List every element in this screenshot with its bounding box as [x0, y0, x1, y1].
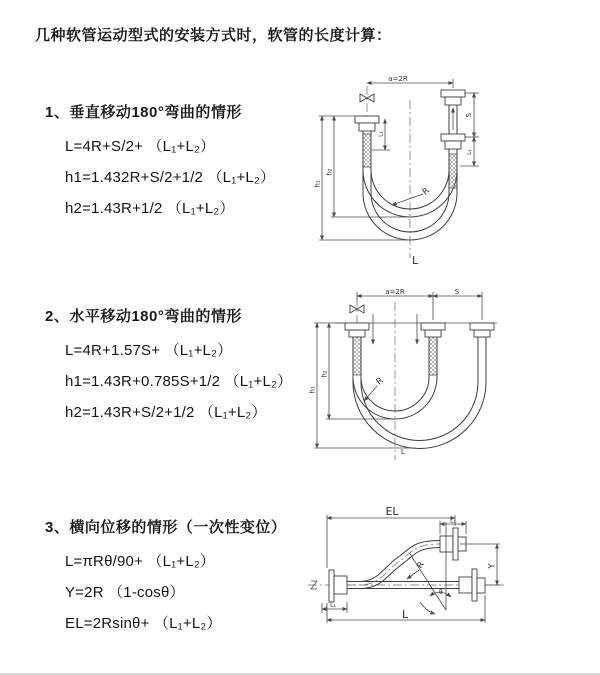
left-flange-fitting	[329, 570, 347, 602]
formula-line: h1=1.432R+S/2+1/2 （L₁+L₂）	[65, 169, 276, 186]
formula-line: EL=2Rsinθ+ （L₁+L₂）	[65, 615, 222, 632]
formula-line: Y=2R （1-cosθ）	[65, 584, 185, 601]
right-flange-fitting	[470, 323, 494, 337]
dim-h1-label: h₁	[313, 180, 322, 188]
dim-l1-bottom-label: L₁	[330, 602, 336, 609]
radius-label: R	[415, 560, 427, 571]
right-lower-flange-fitting	[441, 134, 465, 149]
dim-s-label: S	[454, 288, 460, 296]
dim-a-label: a=2R	[385, 288, 405, 296]
section-horizontal-180	[45, 305, 315, 428]
dim-l1-right-label: L₁	[466, 149, 473, 155]
dim-h2-label: h₂	[325, 168, 334, 176]
dim-h2-label: h₂	[320, 370, 329, 378]
length-label: L	[401, 448, 405, 456]
section-vertical-180	[45, 101, 315, 224]
right-upper-flange-fitting	[441, 90, 465, 105]
dim-y-label: Y	[487, 563, 498, 569]
section-2-heading: 2、水平移动180°弯曲的情形	[45, 308, 242, 325]
formula-line: h1=1.43R+0.785S+1/2 （L₁+L₂）	[65, 373, 293, 390]
diagram-vertical-180-bend	[310, 72, 565, 267]
section-lateral-displacement	[45, 516, 315, 639]
braid-section	[353, 337, 361, 375]
page-title: 几种软管运动型式的安装方式时，软管的长度计算：	[35, 27, 392, 44]
dim-l1-top-label: L₁	[450, 517, 456, 525]
radius-label: R	[374, 375, 386, 388]
dim-el-label: EL	[385, 505, 399, 518]
diagram-horizontal-180-bend	[305, 282, 570, 467]
section-3-heading: 3、横向位移的情形（一次性变位）	[45, 519, 287, 536]
left-flange-fitting	[355, 116, 379, 131]
length-label: L	[402, 608, 409, 621]
dim-h1-label: h₁	[308, 386, 317, 394]
dim-s-label: S	[465, 112, 473, 118]
formula-line: h2=1.43R+1/2 （L₁+L₂）	[65, 200, 235, 217]
formula-line: L=4R+S/2+ （L₁+L₂）	[65, 138, 216, 155]
radius-label: R	[420, 185, 432, 198]
braid-section	[429, 337, 437, 375]
valve-icon	[360, 94, 374, 102]
left-flange-fitting	[345, 323, 369, 337]
formula-line: h2=1.43R+S/2+1/2 （L₁+L₂）	[65, 404, 267, 421]
braid-section	[363, 134, 371, 167]
dim-l1-left-label: L₁	[377, 131, 385, 137]
formula-line: L=πRθ/90+ （L₁+L₂）	[65, 553, 216, 570]
length-label: L	[412, 254, 419, 267]
angle-theta-label: θ	[439, 589, 443, 596]
dim-a-label: a=2R	[388, 75, 408, 83]
middle-flange-fitting	[421, 323, 445, 337]
section-1-heading: 1、垂直移动180°弯曲的情形	[45, 104, 242, 121]
braid-section	[449, 154, 457, 188]
diagram-lateral-displacement	[300, 502, 595, 647]
lower-right-flange-fitting	[459, 569, 485, 601]
formula-line: L=4R+1.57S+ （L₁+L₂）	[65, 342, 233, 359]
